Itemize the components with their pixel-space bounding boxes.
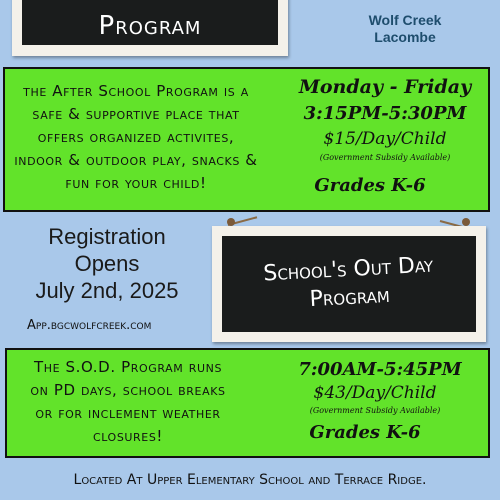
brand-line-1: Wolf Creek <box>368 12 442 28</box>
sod-chalkboard-title: School's Out Day Program <box>262 252 434 313</box>
brand-line-2: Lacombe <box>374 29 436 45</box>
after-school-subsidy: (Government Subsidy Available) <box>319 153 451 162</box>
after-school-grades: Grades K-6 <box>314 175 426 196</box>
registration-line-2: Opens <box>74 251 140 276</box>
sod-subsidy: (Government Subsidy Available) <box>309 406 441 415</box>
sod-grades: Grades K-6 <box>309 422 421 443</box>
sod-time: 7:00AM-5:45PM <box>298 359 462 380</box>
registration-text <box>12 223 202 304</box>
sod-chalkboard <box>222 236 476 332</box>
after-school-days: Monday - Friday <box>298 76 472 98</box>
brand-location <box>340 12 470 46</box>
location-line: Located At Upper Elementary School and Terrace Ridge. <box>73 472 427 488</box>
after-school-time: 3:15PM-5:30PM <box>303 103 467 124</box>
after-school-description: the After School Program is a safe & supportive place that offers organized activites, indoor & outdoor play, snacks & fun for your child! <box>14 82 258 192</box>
nail-left <box>227 218 235 226</box>
after-school-price: $15/Day/Child <box>323 129 447 149</box>
registration-url[interactable]: App.bgcwolfcreek.com <box>27 318 152 333</box>
top-chalkboard <box>22 0 278 45</box>
registration-line-1: Registration <box>48 224 166 249</box>
sod-description: The S.O.D. Program runs on PD days, school breaks or for inclement weather closures! <box>30 358 226 445</box>
registration-line-3: July 2nd, 2025 <box>35 278 179 303</box>
sod-price: $43/Day/Child <box>313 383 437 403</box>
nail-right <box>462 218 470 226</box>
top-chalkboard-title: Program <box>98 10 202 41</box>
